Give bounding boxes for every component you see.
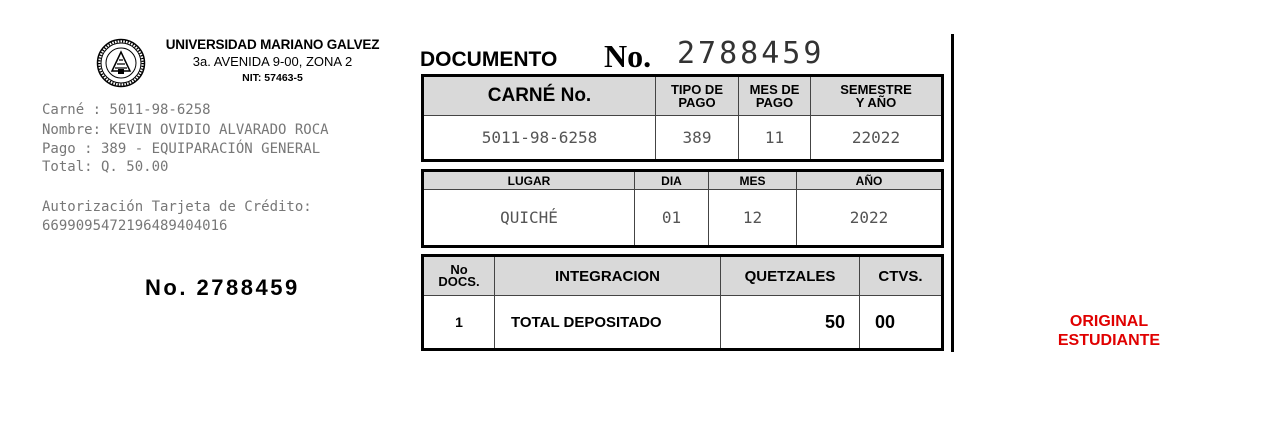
document-no-label: No. — [604, 38, 652, 74]
stub-carne: Carné : 5011-98-6258 — [42, 102, 211, 118]
value-mes-pago: 11 — [739, 116, 811, 161]
value-semestre: 22022 — [811, 116, 943, 161]
header-tipo-pago: TIPO DE PAGO — [656, 76, 739, 116]
value-quetzales: 50 — [721, 296, 860, 350]
document-number: 2788459 — [677, 36, 825, 71]
header-ctvs: CTVS. — [860, 256, 943, 296]
stub-nombre: Nombre: KEVIN OVIDIO ALVARADO ROCA — [42, 122, 329, 138]
header-carne: CARNÉ No. — [423, 76, 656, 116]
header-semestre: SEMESTRE Y AÑO — [811, 76, 943, 116]
university-address: 3a. AVENIDA 9-00, ZONA 2 — [192, 54, 353, 69]
header-mes: MES — [709, 171, 797, 190]
header-quetzales: QUETZALES — [721, 256, 860, 296]
value-dia: 01 — [635, 190, 709, 247]
value-anio: 2022 — [797, 190, 943, 247]
copy-label: ORIGINAL ESTUDIANTE — [1057, 313, 1161, 349]
value-ctvs: 00 — [860, 296, 943, 350]
cut-line-divider — [951, 34, 954, 352]
header-lugar: LUGAR — [423, 171, 635, 190]
stub-auth-label: Autorización Tarjeta de Crédito: — [42, 199, 312, 215]
deposit-table — [421, 254, 944, 351]
header-no-docs: No DOCS. — [423, 256, 495, 296]
header-anio: AÑO — [797, 171, 943, 190]
university-name: UNIVERSIDAD MARIANO GALVEZ — [165, 37, 380, 52]
header-mes-pago: MES DE PAGO — [739, 76, 811, 116]
header-integracion: INTEGRACION — [495, 256, 721, 296]
stub-pago: Pago : 389 - EQUIPARACIÓN GENERAL — [42, 141, 321, 157]
university-seal-icon — [96, 38, 146, 88]
place-date-table — [421, 169, 944, 248]
document-label: DOCUMENTO — [420, 48, 558, 71]
value-tipo-pago: 389 — [656, 116, 739, 161]
value-carne: 5011-98-6258 — [423, 116, 656, 161]
value-lugar: QUICHÉ — [423, 190, 635, 247]
header-dia: DIA — [635, 171, 709, 190]
value-integracion: TOTAL DEPOSITADO — [495, 296, 721, 350]
stub-document-number: No. 2788459 — [145, 275, 300, 300]
student-payment-table — [421, 74, 944, 162]
stub-auth-number: 6699095472196489404016 — [42, 218, 228, 234]
university-nit: NIT: 57463-5 — [242, 72, 303, 84]
value-mes: 12 — [709, 190, 797, 247]
stub-total: Total: Q. 50.00 — [42, 159, 169, 175]
value-no-docs: 1 — [423, 296, 495, 350]
